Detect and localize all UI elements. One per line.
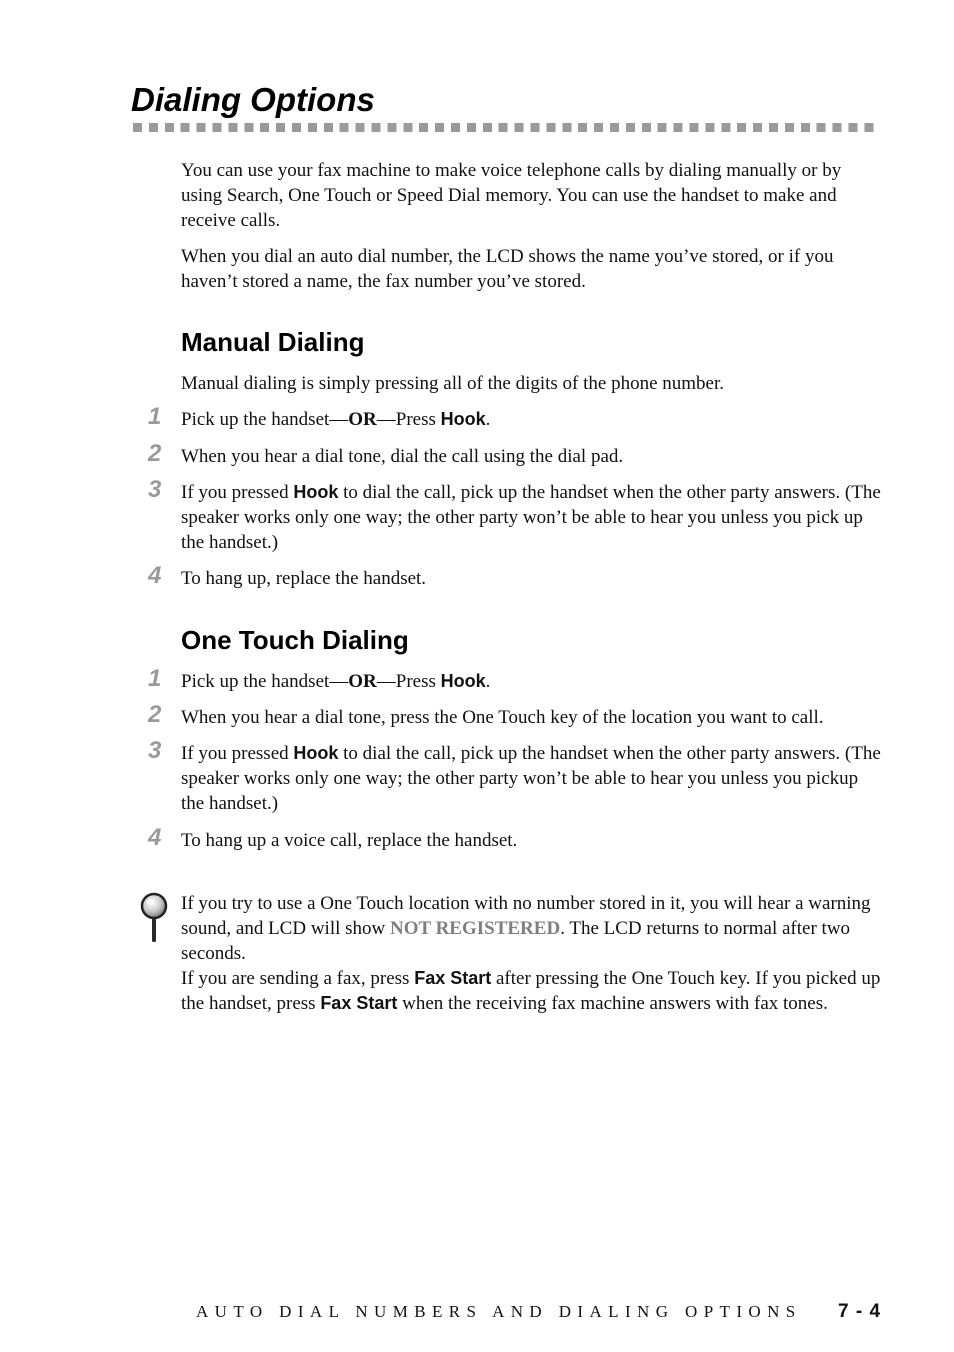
manual-step-3-text-end: to dial the call, pick up the handset when the other party answers. (The speaker works only one way; the other party won’t be able to hear you unless you pick up the handset.) (181, 482, 881, 553)
footer-page-number: 7 - 4 (838, 1301, 882, 1322)
onetouch-step-4: To hang up a voice call, replace the handset. (181, 830, 518, 851)
manual-step-number-1: 1 (148, 403, 162, 430)
onetouch-step-number-3: 3 (148, 737, 162, 764)
hook-key-label: Hook (293, 482, 339, 502)
onetouch-step-1 (181, 669, 881, 694)
fax-start-key-label: Fax Start (414, 968, 492, 988)
footer-section-title: AUTO DIAL NUMBERS AND DIALING OPTIONS (196, 1302, 802, 1321)
title-dotted-rule (133, 123, 874, 132)
note-text-1-end: . The LCD returns to normal after two seconds. (181, 918, 851, 964)
hook-key-label: Hook (440, 409, 486, 429)
note-text-2: If you are sending a fax, press (181, 968, 415, 989)
onetouch-step-3-text-end: to dial the call, pick up the handset when the other party answers. (The speaker works only one way; the other party won’t be able to hear you unless you pickup the handset.) (181, 743, 881, 814)
or-word: OR (348, 409, 377, 430)
manual-step-1 (181, 407, 881, 432)
onetouch-step-1-text-end: . (485, 671, 491, 692)
manual-step-1-text-end: . (485, 409, 491, 430)
onetouch-step-1-text: Pick up the handset— (181, 671, 349, 692)
onetouch-step-3 (181, 741, 881, 816)
page-title: Dialing Options (131, 81, 375, 118)
manual-step-1-text: Pick up the handset— (181, 409, 349, 430)
manual-step-3 (181, 480, 881, 555)
manual-step-number-3: 3 (148, 476, 162, 503)
fax-start-key-label: Fax Start (320, 993, 398, 1013)
intro-paragraph-2: When you dial an auto dial number, the LCD shows the name you’ve stored, or if you haven’t stored a name, the fax number you’ve stored. (181, 246, 834, 292)
onetouch-step-3-text: If you pressed (181, 743, 294, 764)
manual-step-1-text-mid: —Press (376, 409, 441, 430)
manual-step-2: When you hear a dial tone, dial the call using the dial pad. (181, 446, 624, 467)
lcd-message: NOT REGISTERED (390, 918, 561, 939)
note-paragraph-2 (181, 966, 881, 1016)
onetouch-step-number-4: 4 (148, 824, 162, 851)
onetouch-step-1-text-mid: —Press (376, 671, 441, 692)
intro-paragraph-1: You can use your fax machine to make voice telephone calls by dialing manually or by using Search, One Touch or Speed Dial memory. You can use the handset to make and receive calls. (181, 160, 842, 231)
or-word: OR (348, 671, 377, 692)
note-text-2-mid: after pressing the One Touch key. If you picked up the handset, press (181, 968, 881, 1014)
onetouch-step-number-2: 2 (148, 701, 162, 728)
note-text-2-end: when the receiving fax machine answers with fax tones. (397, 993, 828, 1014)
hook-key-label: Hook (293, 743, 339, 763)
hook-key-label: Hook (440, 671, 486, 691)
note-text-1: If you try to use a One Touch location with no number stored in it, you will hear a warning sound, and LCD will show (181, 893, 871, 939)
manual-step-4: To hang up, replace the handset. (181, 568, 427, 589)
one-touch-dialing-heading: One Touch Dialing (181, 625, 409, 655)
manual-step-number-4: 4 (148, 562, 162, 589)
manual-step-3-text: If you pressed (181, 482, 294, 503)
manual-dialing-heading: Manual Dialing (181, 327, 365, 357)
manual-dialing-intro: Manual dialing is simply pressing all of the digits of the phone number. (181, 373, 725, 394)
manual-step-number-2: 2 (148, 440, 162, 467)
onetouch-step-number-1: 1 (148, 665, 162, 692)
onetouch-step-2: When you hear a dial tone, press the One Touch key of the location you want to call. (181, 707, 824, 728)
note-paragraph-1 (181, 891, 881, 966)
note-pin-icon (139, 892, 169, 944)
